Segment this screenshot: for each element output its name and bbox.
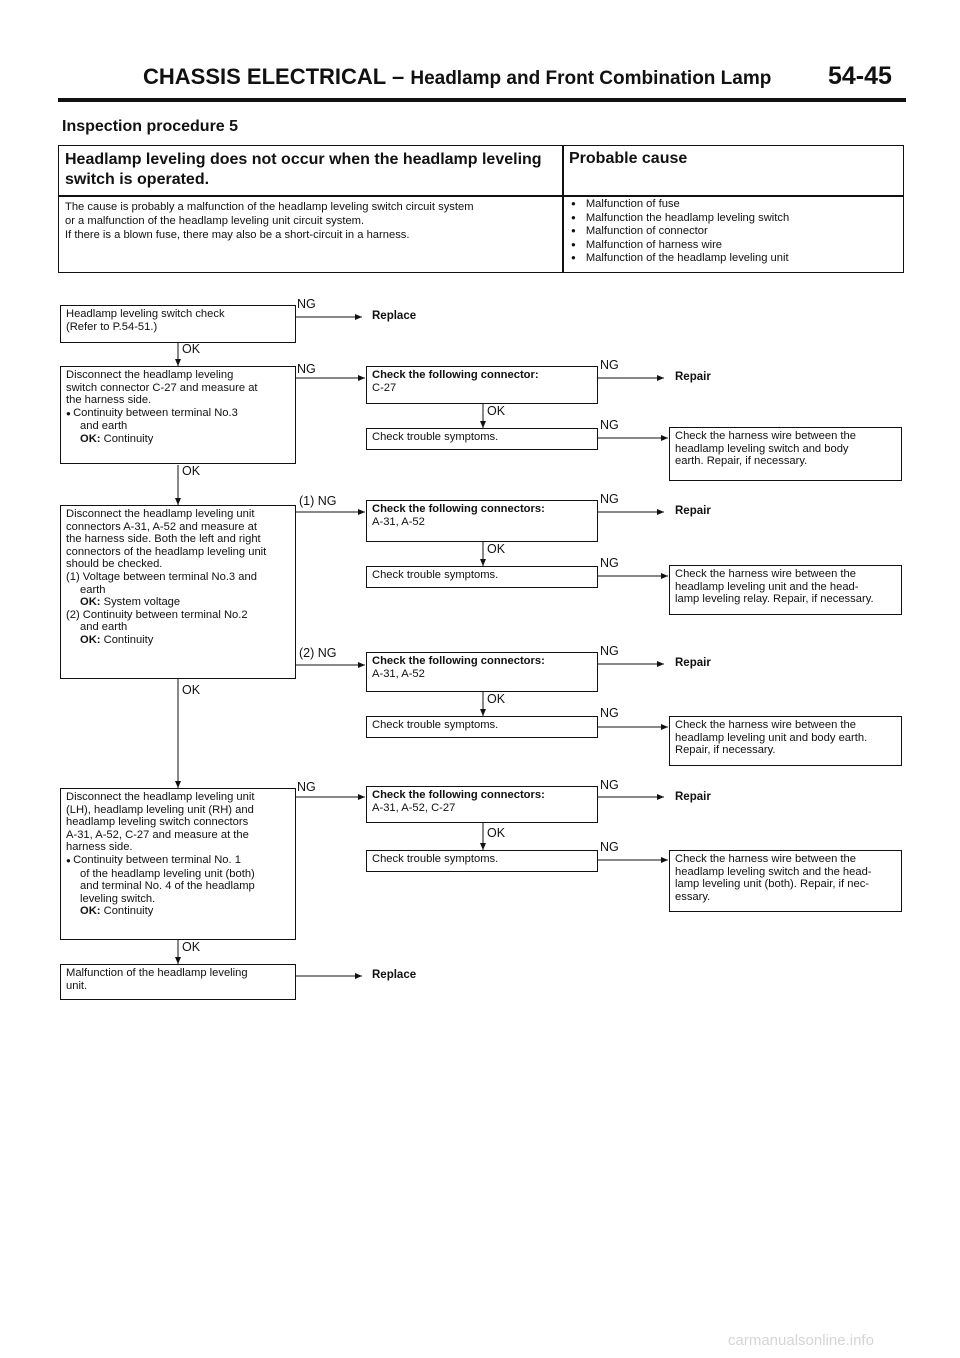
box-line: essary. xyxy=(675,890,711,903)
step-continuity-box xyxy=(60,788,296,940)
harness-check-box xyxy=(669,850,902,912)
repair-action: Repair xyxy=(675,657,711,669)
replace-action: Replace xyxy=(372,310,417,322)
box-line: Disconnect the headlamp leveling unit xyxy=(66,791,255,803)
ng-label: NG xyxy=(600,492,619,506)
box-line: Check the harness wire between the xyxy=(675,430,856,442)
check-connectors-box xyxy=(366,786,598,823)
box-line: Check the following connector: xyxy=(372,369,539,381)
ng-label: NG xyxy=(297,297,316,311)
box-line: A-31, A-52, C-27 and measure at the xyxy=(66,828,249,841)
ok-label: OK xyxy=(487,826,506,840)
probable-cause-heading: Probable cause xyxy=(569,150,688,167)
subsection-title: Headlamp and Front Combination Lamp xyxy=(410,68,772,89)
replace-action: Replace xyxy=(372,969,417,981)
box-line: harness side. xyxy=(66,841,133,854)
cause-item: ● Malfunction of connector xyxy=(571,225,789,239)
description-line: or a malfunction of the headlamp leveling unit circuit system. xyxy=(65,215,365,227)
ng-label: NG xyxy=(297,780,316,794)
box-line: earth. Repair, if necessary. xyxy=(675,455,808,468)
box-line: ● Continuity between terminal No. 1 xyxy=(66,854,290,868)
procedure-title: Inspection procedure 5 xyxy=(62,118,239,135)
ok-label: OK xyxy=(182,464,201,478)
ok-label: OK xyxy=(182,342,201,356)
box-line: (Refer to P.54-51.) xyxy=(66,320,158,333)
box-line: Malfunction of the headlamp leveling xyxy=(66,967,248,979)
description-line: If there is a blown fuse, there may also be a short-circuit in a harness. xyxy=(65,229,410,241)
page-number: 54-45 xyxy=(828,62,892,90)
box-line: should be checked. xyxy=(66,558,163,571)
ok-key: OK: xyxy=(80,905,101,918)
ng-2-label: (2) NG xyxy=(299,646,337,660)
box-line: A-31, A-52, C-27 xyxy=(372,801,456,814)
box-line: Headlamp leveling switch check xyxy=(66,308,225,320)
ok-value: Continuity xyxy=(103,432,154,445)
ok-value: Continuity xyxy=(103,633,154,646)
ng-label: NG xyxy=(600,644,619,658)
ok-label: OK xyxy=(487,404,506,418)
box-line: C-27 xyxy=(372,381,397,394)
box-line: Check the following connectors: xyxy=(372,655,545,667)
ok-label: OK xyxy=(182,683,201,697)
cause-item: ● Malfunction of the headlamp leveling unit xyxy=(571,252,789,266)
section-title: CHASSIS ELECTRICAL xyxy=(143,64,386,89)
box-line: Check the harness wire between the xyxy=(675,568,856,580)
box-line: headlamp leveling unit and body earth. xyxy=(675,731,868,744)
box-line xyxy=(66,596,290,609)
box-line: connectors of the headlamp leveling unit xyxy=(66,545,267,558)
cause-item: ● Malfunction the headlamp leveling switch xyxy=(571,212,789,226)
step-leveling-unit-box xyxy=(60,505,296,679)
header-dash: – xyxy=(391,64,405,89)
box-line: and terminal No. 4 of the headlamp xyxy=(80,880,255,893)
ng-label: NG xyxy=(600,840,619,854)
box-line: lamp leveling relay. Repair, if necessary. xyxy=(675,593,874,606)
box-line: leveling switch. xyxy=(80,892,156,905)
box-line: A-31, A-52 xyxy=(372,515,425,528)
repair-action: Repair xyxy=(675,505,711,517)
step-unit-malfunction-box xyxy=(60,964,296,1000)
box-line: Check the following connectors: xyxy=(372,789,545,801)
box-line: connectors A-31, A-52 and measure at xyxy=(66,520,257,533)
box-line: (1) Voltage between terminal No.3 and xyxy=(66,570,257,583)
check-connectors-box xyxy=(366,500,598,542)
step-switch-check-box xyxy=(60,305,296,343)
description-line: The cause is probably a malfunction of the headlamp leveling switch circuit system xyxy=(65,201,474,213)
box-line: Disconnect the headlamp leveling xyxy=(66,369,234,381)
step-switch-connector-box xyxy=(60,366,296,464)
box-line: headlamp leveling switch and the head- xyxy=(675,865,872,878)
ok-value: Continuity xyxy=(103,905,154,918)
box-line: Disconnect the headlamp leveling unit xyxy=(66,508,255,520)
box-line: Check the harness wire between the xyxy=(675,719,856,731)
box-line: Check the following connectors: xyxy=(372,503,545,515)
check-connectors-box xyxy=(366,652,598,692)
check-trouble-box: Check trouble symptoms. xyxy=(366,850,598,872)
box-line xyxy=(66,634,290,647)
box-line xyxy=(66,905,290,918)
box-line: lamp leveling unit (both). Repair, if nec- xyxy=(675,878,870,891)
box-line: A-31, A-52 xyxy=(372,667,425,680)
ok-value: System voltage xyxy=(103,596,181,609)
box-line: (LH), headlamp leveling unit (RH) and xyxy=(66,803,254,816)
harness-check-box xyxy=(669,716,902,766)
ng-label: NG xyxy=(297,362,316,376)
ok-key: OK: xyxy=(80,633,101,646)
ok-label: OK xyxy=(487,542,506,556)
box-line: earth xyxy=(80,583,106,596)
box-line: headlamp leveling switch and body xyxy=(675,442,849,455)
box-line: headlamp leveling unit and the head- xyxy=(675,580,859,593)
box-line: headlamp leveling switch connectors xyxy=(66,816,249,829)
cause-item: ● Malfunction of harness wire xyxy=(571,239,789,253)
box-line: and earth xyxy=(80,621,128,634)
box-line: and earth xyxy=(80,420,128,433)
check-trouble-box: Check trouble symptoms. xyxy=(366,716,598,738)
box-line: Repair, if necessary. xyxy=(675,744,776,757)
check-trouble-box: Check trouble symptoms. xyxy=(366,566,598,588)
ng-label: NG xyxy=(600,358,619,372)
watermark: carmanualsonline.info xyxy=(728,1332,874,1349)
harness-check-box xyxy=(669,565,902,615)
box-line: the harness side. Both the left and right xyxy=(66,533,261,546)
ng-1-label: (1) NG xyxy=(299,494,337,508)
ok-key: OK: xyxy=(80,432,101,445)
ok-key: OK: xyxy=(80,596,101,609)
ok-label: OK xyxy=(487,692,506,706)
harness-check-box xyxy=(669,427,902,481)
ng-label: NG xyxy=(600,418,619,432)
box-line xyxy=(66,433,290,446)
ng-label: NG xyxy=(600,778,619,792)
symptom-heading: Headlamp leveling does not occur when the headlamp leveling switch is operated. xyxy=(65,151,542,188)
box-line: Check the harness wire between the xyxy=(675,853,856,865)
box-line: switch connector C-27 and measure at xyxy=(66,381,258,394)
box-line: (2) Continuity between terminal No.2 xyxy=(66,608,248,621)
box-line: of the headlamp leveling unit (both) xyxy=(80,867,255,880)
ng-label: NG xyxy=(600,706,619,720)
check-connector-box xyxy=(366,366,598,404)
check-trouble-box: Check trouble symptoms. xyxy=(366,428,598,450)
cause-item: ● Malfunction of fuse xyxy=(571,198,789,212)
repair-action: Repair xyxy=(675,371,711,383)
box-line: ● Continuity between terminal No.3 xyxy=(66,407,290,421)
box-line: the harness side. xyxy=(66,394,152,407)
ok-label: OK xyxy=(182,940,201,954)
ng-label: NG xyxy=(600,556,619,570)
repair-action: Repair xyxy=(675,791,711,803)
box-line: unit. xyxy=(66,979,88,992)
